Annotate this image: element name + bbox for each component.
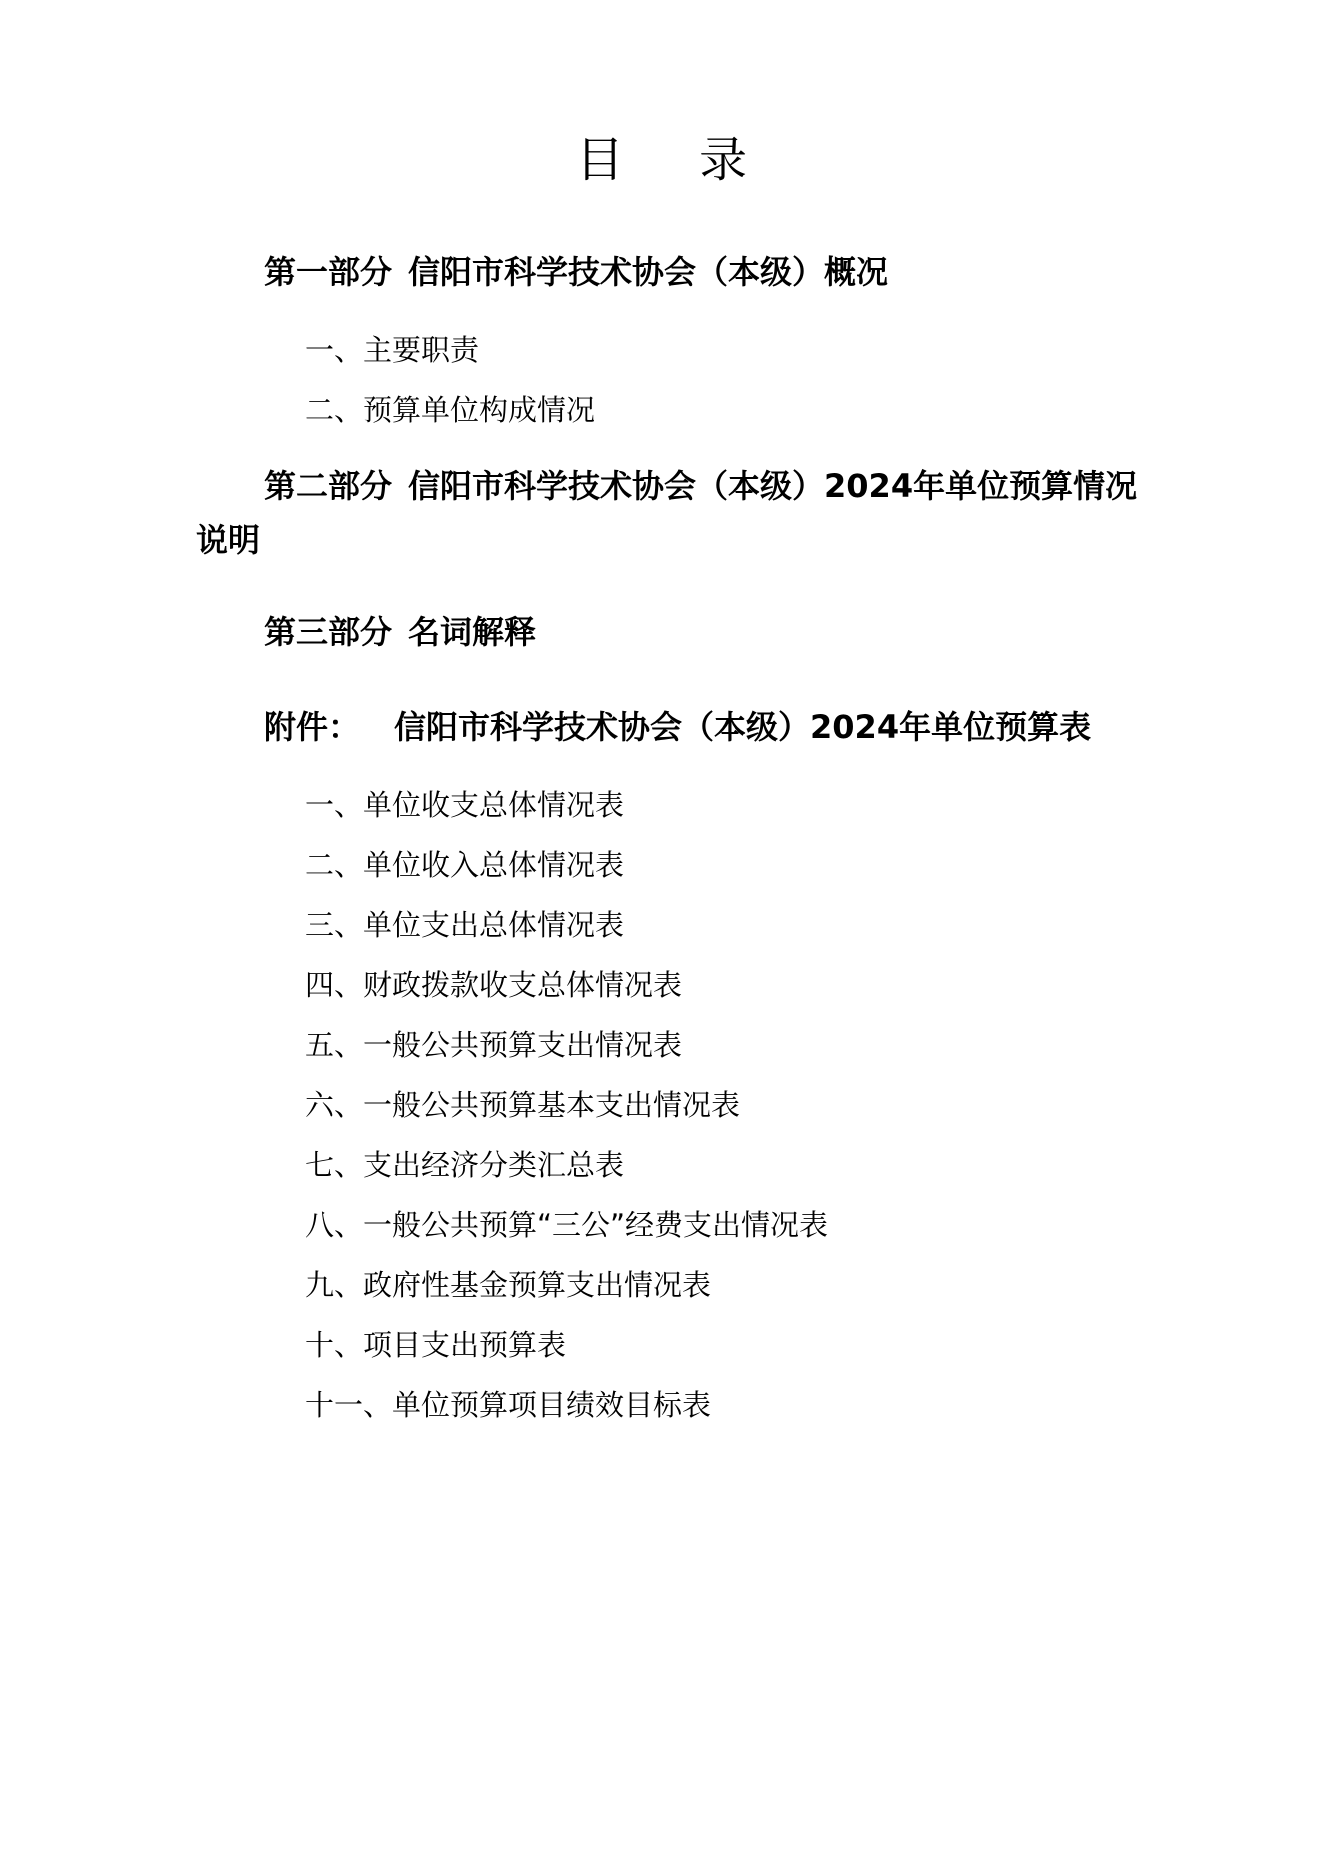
part3-text: 名词解释 [408, 613, 537, 651]
attachment-text: 信阳市科学技术协会（本级）2024年单位预算表 [394, 708, 1092, 746]
part1-item-2: 二、预算单位构成情况 [305, 393, 596, 427]
page-title: 目 录 [575, 132, 778, 188]
part1-heading [196, 245, 1156, 299]
attachment-item-1: 一、单位收支总体情况表 [305, 788, 625, 822]
part2-heading [196, 459, 1156, 567]
attachment-item-4: 四、财政拨款收支总体情况表 [305, 968, 683, 1002]
attachment-item-2: 二、单位收入总体情况表 [305, 848, 625, 882]
part2-label: 第二部分 [264, 467, 393, 505]
attachment-item-5: 五、一般公共预算支出情况表 [305, 1028, 683, 1062]
part1-text: 信阳市科学技术协会（本级）概况 [408, 253, 889, 291]
attachment-heading [196, 700, 1156, 754]
part3-label: 第三部分 [264, 613, 393, 651]
part3-heading [196, 605, 1156, 659]
attachment-item-8: 八、一般公共预算“三公”经费支出情况表 [305, 1208, 829, 1242]
part1-label: 第一部分 [264, 253, 393, 291]
attachment-item-11: 十一、单位预算项目绩效目标表 [305, 1388, 712, 1422]
attachment-item-10: 十、项目支出预算表 [305, 1328, 567, 1362]
attachment-label: 附件： [264, 708, 361, 746]
attachment-item-7: 七、支出经济分类汇总表 [305, 1148, 625, 1182]
part2-text: 信阳市科学技术协会（本级）2024年单位预算情况说明 [196, 467, 1138, 559]
attachment-item-9: 九、政府性基金预算支出情况表 [305, 1268, 712, 1302]
attachment-item-6: 六、一般公共预算基本支出情况表 [305, 1088, 741, 1122]
attachment-item-3: 三、单位支出总体情况表 [305, 908, 625, 942]
part1-item-1: 一、主要职责 [305, 333, 480, 367]
